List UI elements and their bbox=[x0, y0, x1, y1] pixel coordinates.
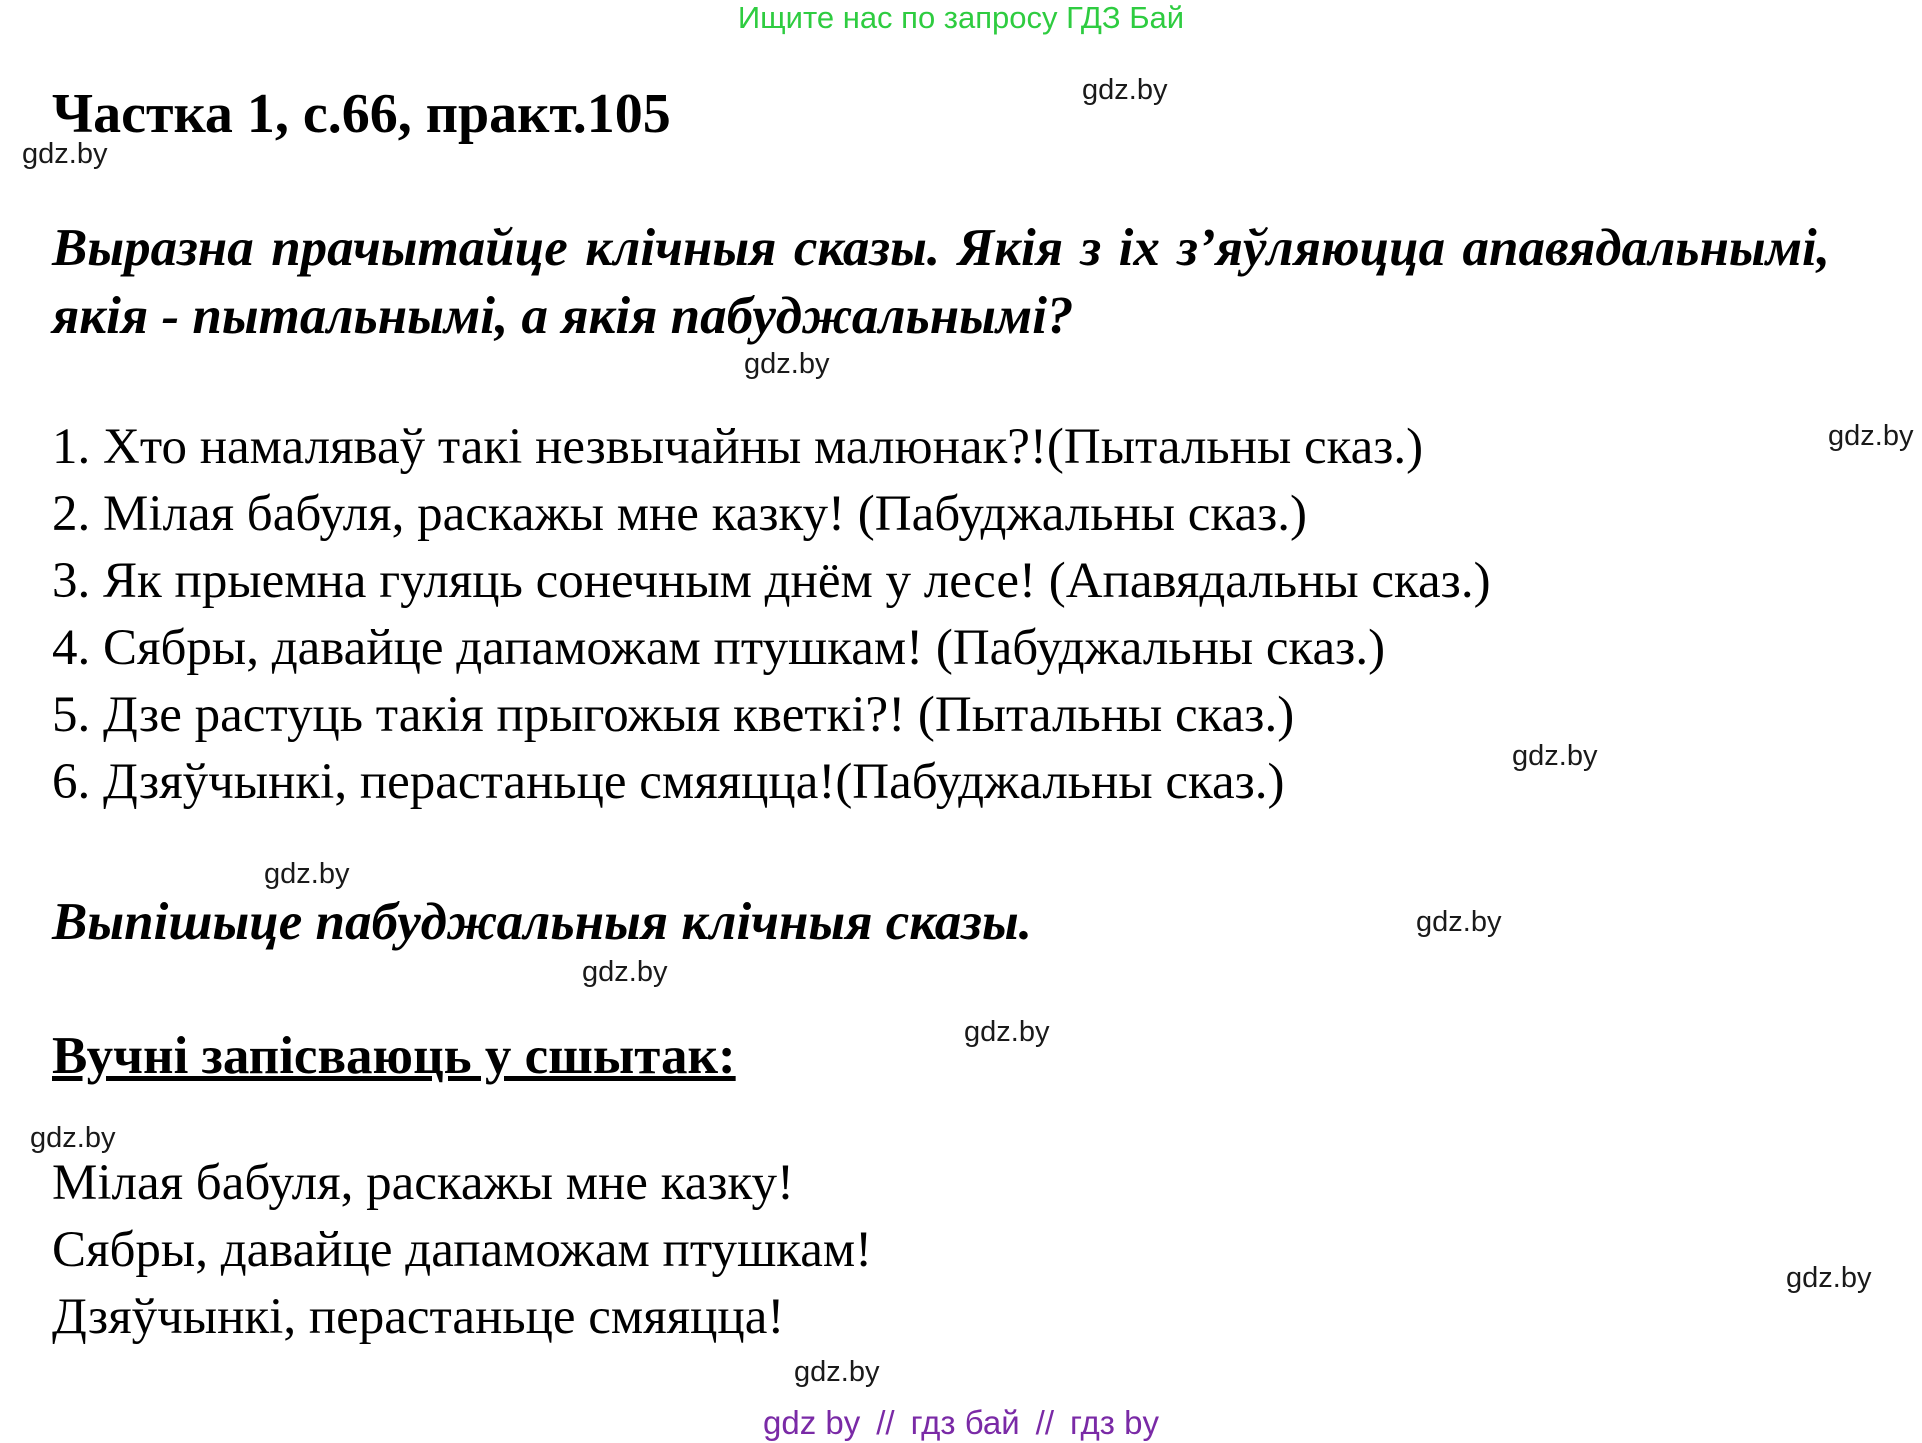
footer-separator: // bbox=[876, 1404, 895, 1441]
answer-line: Мілая бабуля, раскажы мне казку! bbox=[52, 1155, 795, 1211]
watermark: gdz.by bbox=[22, 138, 108, 170]
watermark: gdz.by bbox=[794, 1356, 880, 1388]
watermark: gdz.by bbox=[744, 348, 830, 380]
watermark: gdz.by bbox=[1512, 740, 1598, 772]
answer-line: Сябры, давайце дапаможам птушкам! bbox=[52, 1222, 873, 1278]
task-instruction-write-out: Выпішыце пабуджальныя клічныя сказы. bbox=[52, 893, 1033, 951]
watermark: gdz.by bbox=[1828, 420, 1914, 452]
notebook-heading: Вучні запісваюць у сшытак: bbox=[52, 1027, 736, 1085]
answer-list bbox=[52, 1150, 872, 1351]
top-banner: Ищите нас по запросу ГДЗ Бай bbox=[737, 0, 1185, 35]
list-item: 2. Мілая бабуля, раскажы мне казку! (Пабуджальны сказ.) bbox=[52, 486, 1307, 542]
sentence-list bbox=[52, 414, 1491, 816]
watermark: gdz.by bbox=[1786, 1262, 1872, 1294]
list-item: 4. Сябры, давайце дапаможам птушкам! (Пабуджальны сказ.) bbox=[52, 620, 1386, 676]
footer-links bbox=[0, 1405, 1922, 1441]
list-item: 5. Дзе растуць такія прыгожыя кветкі?! (Пытальны сказ.) bbox=[52, 687, 1295, 743]
list-item: 6. Дзяўчынкі, перастаньце смяяцца!(Пабуджальны сказ.) bbox=[52, 754, 1285, 810]
watermark: gdz.by bbox=[1082, 74, 1168, 106]
footer-link[interactable]: gdz by bbox=[763, 1404, 861, 1441]
watermark: gdz.by bbox=[582, 956, 668, 988]
list-item: 3. Як прыемна гуляць сонечным днём у лесе! (Апавядальны сказ.) bbox=[52, 553, 1491, 609]
answer-line: Дзяўчынкі, перастаньце смяяцца! bbox=[52, 1289, 785, 1345]
watermark: gdz.by bbox=[1416, 906, 1502, 938]
watermark: gdz.by bbox=[964, 1016, 1050, 1048]
list-item: 1. Хто намаляваў такі незвычайны малюнак?!(Пытальны сказ.) bbox=[52, 419, 1424, 475]
footer-separator: // bbox=[1035, 1404, 1054, 1441]
task-instruction-read: Выразна прачытайце клічныя сказы. Якія з іх з’яўляюцца апавядальнымі, якія - пытальнымі, а якія пабуджальнымі? bbox=[52, 219, 1830, 345]
footer-link[interactable]: гдз by bbox=[1070, 1404, 1159, 1441]
footer-link[interactable]: гдз бай bbox=[910, 1404, 1020, 1441]
watermark: gdz.by bbox=[264, 858, 350, 890]
page-title: Частка 1, с.66, практ.105 bbox=[52, 83, 671, 145]
watermark: gdz.by bbox=[30, 1122, 116, 1154]
